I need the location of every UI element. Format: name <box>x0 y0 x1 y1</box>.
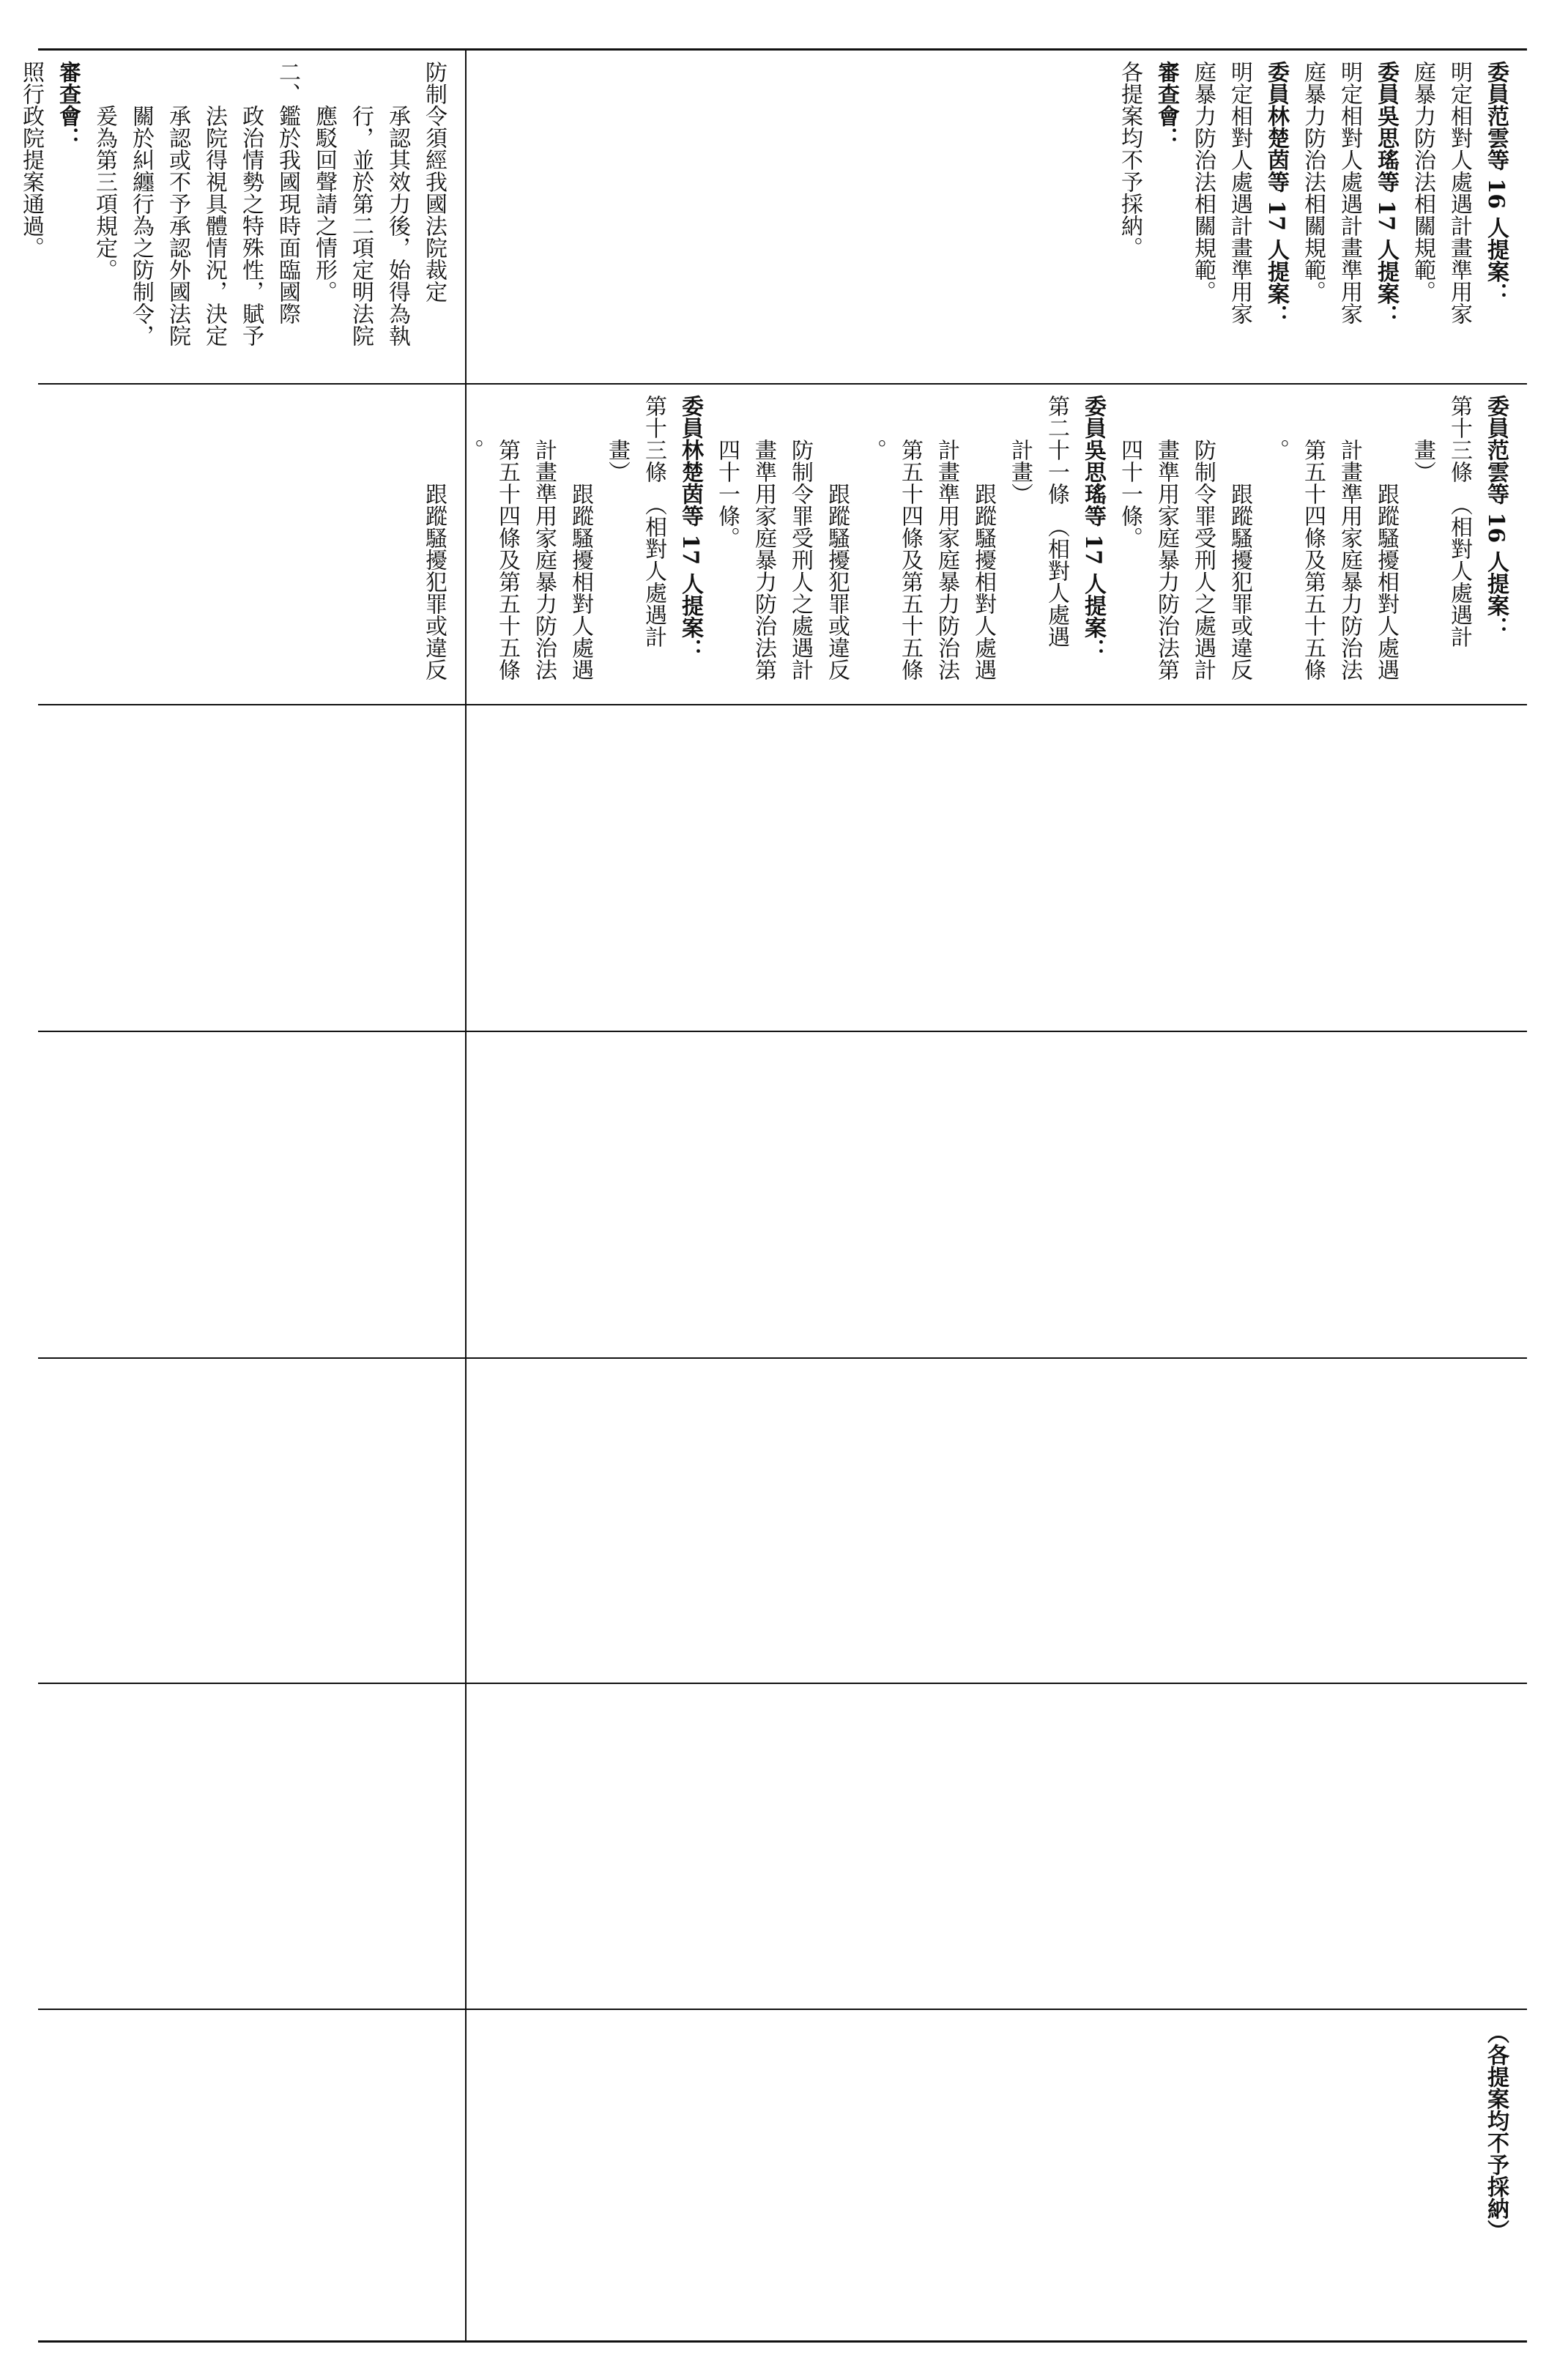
heading-line: 審查會： <box>55 61 81 149</box>
comparison-table <box>18 48 1527 2343</box>
cell-left-row2 <box>38 385 465 704</box>
cell-right-row6 <box>467 1684 1527 2009</box>
text-line: 明定相對人處遇計畫準用家 <box>1227 61 1252 325</box>
cell-left-row4 <box>38 1032 465 1357</box>
cell-right-row5 <box>467 1359 1527 1683</box>
text-line: 政治情勢之特殊性，賦予 <box>238 105 264 346</box>
text-line: 庭暴力防治法相關規範。 <box>1410 61 1435 303</box>
heading-line: 委員吳思瑤等 17 人提案： <box>1373 61 1399 327</box>
vertical-text-block <box>12 51 465 393</box>
cell-right-row4 <box>467 1032 1527 1357</box>
text-line: 。 <box>1263 439 1289 461</box>
cell-right-row7 <box>467 2010 1527 2340</box>
text-line: 第十三條 （相對人處遇計 <box>641 395 666 648</box>
text-line: 二、鑑於我國現時面臨國際 <box>275 61 300 325</box>
text-line: 承認其效力後，始得為執 <box>384 105 410 346</box>
text-line: 。 <box>458 439 483 461</box>
cell-right-row3 <box>467 705 1527 1031</box>
text-line: 計畫） <box>1007 439 1033 505</box>
text-line: 防制令罪受刑人之處遇計 <box>787 439 813 681</box>
text-line: 跟蹤騷擾相對人處遇 <box>1373 483 1399 681</box>
text-line: 畫） <box>1410 439 1435 483</box>
heading-line: （各提案均不予採納） <box>1483 2022 1509 2241</box>
cell-right-row1 <box>467 51 1527 383</box>
vertical-text-block <box>1477 2010 1527 2352</box>
text-line: 法院得視具體情況，決定 <box>201 105 227 346</box>
text-line: 計畫準用家庭暴力防治法 <box>531 439 557 681</box>
text-line: 跟蹤騷擾犯罪或違反 <box>1227 483 1252 681</box>
text-line: 跟蹤騷擾犯罪或違反 <box>824 483 850 681</box>
cell-left-row1 <box>18 51 465 383</box>
text-line: 跟蹤騷擾相對人處遇 <box>970 483 996 681</box>
text-line: 第五十四條及第五十五條 <box>494 439 520 681</box>
text-line: 各提案均不予採納。 <box>1117 61 1142 259</box>
heading-line: 委員林楚茵等 17 人提案： <box>677 395 703 661</box>
text-line: 承認或不予承認外國法院 <box>165 105 190 346</box>
vertical-text-block <box>1111 51 1527 393</box>
text-line: 明定相對人處遇計畫準用家 <box>1337 61 1362 325</box>
text-line: 畫準用家庭暴力防治法第 <box>751 439 776 681</box>
heading-line: 委員范雲等 16 人提案： <box>1483 395 1509 639</box>
text-line: 畫） <box>604 439 630 483</box>
text-line: 計畫準用家庭暴力防治法 <box>1337 439 1362 681</box>
text-line: 第二十一條 （相對人處遇 <box>1044 395 1069 648</box>
text-line: 爰為第三項規定。 <box>92 105 117 281</box>
text-line: 跟蹤騷擾相對人處遇 <box>568 483 593 681</box>
text-line: 照行政院提案通過。 <box>18 61 44 259</box>
cell-right-row2 <box>421 385 1527 704</box>
text-line: 。 <box>861 439 886 461</box>
cell-left-row6 <box>38 1684 465 2009</box>
text-line: 第五十四條及第五十五條 <box>897 439 923 681</box>
text-line: 庭暴力防治法相關規範。 <box>1190 61 1216 303</box>
text-line: 庭暴力防治法相關規範。 <box>1300 61 1326 303</box>
cell-left-row5 <box>38 1359 465 1683</box>
cell-left-row7 <box>38 2010 465 2340</box>
text-line: 防制令罪受刑人之處遇計 <box>1190 439 1216 681</box>
heading-line: 委員林楚茵等 17 人提案： <box>1263 61 1289 327</box>
text-line: 防制令須經我國法院裁定 <box>421 61 447 303</box>
table-bottom-border <box>38 2340 1527 2343</box>
text-line: 畫準用家庭暴力防治法第 <box>1153 439 1179 681</box>
text-line: 第五十四條及第五十五條 <box>1300 439 1326 681</box>
text-line: 跟蹤騷擾犯罪或違反 <box>421 483 447 681</box>
text-line: 應駁回聲請之情形。 <box>311 105 337 303</box>
heading-line: 審查會： <box>1153 61 1179 149</box>
heading-line: 委員范雲等 16 人提案： <box>1483 61 1509 305</box>
text-line: 關於糾纏行為之防制令， <box>128 105 154 346</box>
text-line: 四十一條。 <box>1117 439 1142 549</box>
cell-left-row3 <box>38 705 465 1031</box>
heading-line: 委員吳思瑤等 17 人提案： <box>1080 395 1106 661</box>
vertical-text-block <box>415 385 1527 714</box>
text-line: 第十三條 （相對人處遇計 <box>1446 395 1472 648</box>
text-line: 四十一條。 <box>714 439 740 549</box>
text-line: 行，並於第二項定明法院 <box>348 105 374 346</box>
text-line: 明定相對人處遇計畫準用家 <box>1446 61 1472 325</box>
text-line: 計畫準用家庭暴力防治法 <box>934 439 959 681</box>
